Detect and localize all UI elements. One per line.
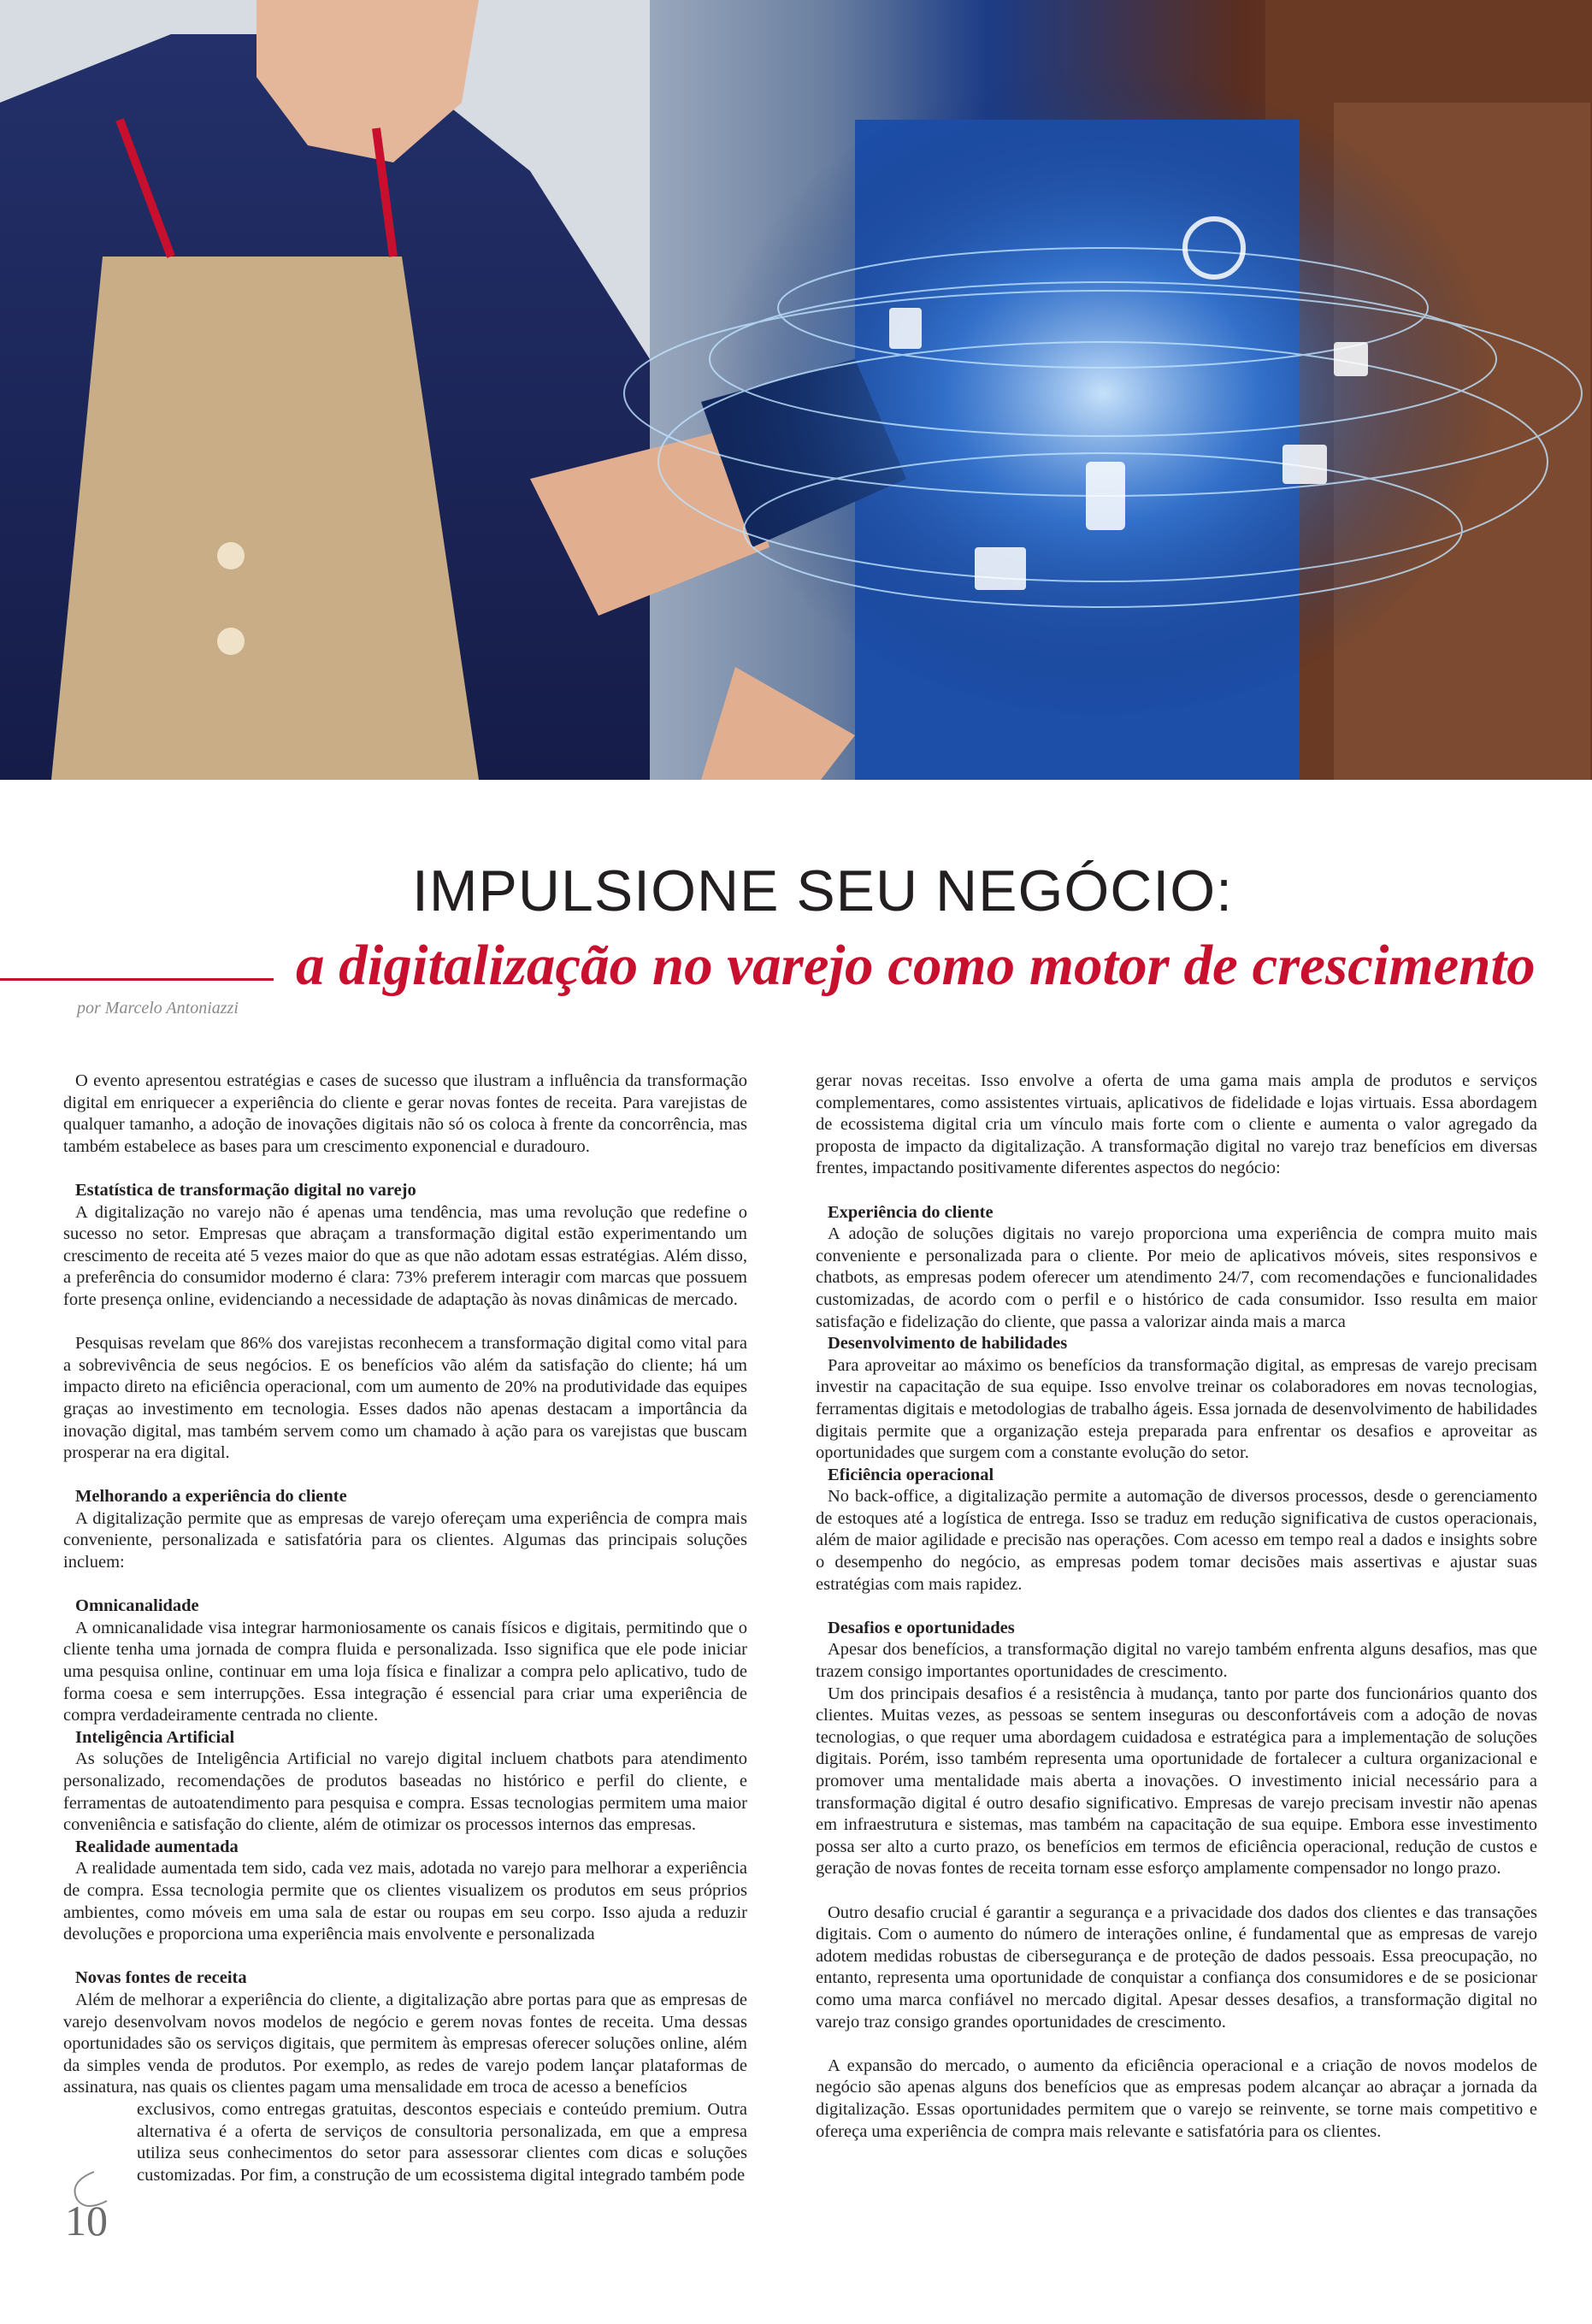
page-number-text: 10 <box>65 2197 108 2244</box>
hero-photo <box>0 0 1592 780</box>
paragraph: A digitalização permite que as empresas de varejo ofereçam uma experiência de compra mais conveniente, personalizada e satisfatória para os clientes. Algumas das principais soluções incluem: <box>63 1508 747 1572</box>
paragraph-continued: exclusivos, como entregas gratuitas, descontos especiais e conteúdo premium. Outra alternativa é a oferta de serviços de consultoria personalizada, em que a empresa utiliza seus conhecimentos do setor para assessorar clientes com dicas e soluções customizadas. Por fim, a construção de um ecossistema digital integrado também pode <box>137 2099 747 2185</box>
section-heading: Melhorando a experiência do cliente <box>75 1487 347 1507</box>
section-heading: Realidade aumentada <box>75 1837 239 1856</box>
paragraph: No back-office, a digitalização permite a automação de diversos processos, desde o gerenciamento de estoques até a logística de entrega. Isso se traduz em redução significativa de custos operacionais, além de maior agilidade e precisão nas operações. Com acesso em tempo real a dados e insights sobre o desempenho do negócio, as empresas podem tomar decisões mais assertivas e ajustar suas estratégias com mais rapidez. <box>816 1487 1537 1594</box>
section-heading: Novas fontes de receita <box>75 1968 247 1988</box>
paragraph: Para aproveitar ao máximo os benefícios da transformação digital, as empresas de varejo precisam investir na capacitação de sua equipe. Isso envolve treinar os colaboradores em novas tecnologias, ferramentas digitais e metodologias de trabalho ágeis. Essa jornada de desenvolvimento de habilidades digitais permite que a organização esteja preparada para enfrentar os desafios e aproveitar as oportunidades que surgem com a constante evolução do setor. <box>816 1355 1537 1463</box>
left-column <box>63 1071 747 2186</box>
paragraph: A digitalização no varejo não é apenas uma tendência, mas uma revolução que redefine o sucesso no setor. Empresas que abraçam a transformação digital estão experimentando um crescimento de receita até 5 vezes maior do que as que não adotam essas estratégias. Além disso, a preferência do consumidor moderno é clara: 73% preferem interagir com marcas que possuem forte presença online, evidenciando a necessidade de adaptação às novas dinâmicas de mercado. <box>63 1202 747 1309</box>
section-heading: Estatística de transformação digital no varejo <box>75 1180 416 1200</box>
paragraph: Pesquisas revelam que 86% dos varejistas reconhecem a transformação digital como vital para a sobrevivência de seus negócios. E os benefícios vão além da satisfação do cliente; há um impacto direto na eficiência operacional, com um aumento de 20% na produtividade das equipes graças ao investimento em tecnologia. Esses dados não apenas destacam a importância da inovação digital, mas também servem como um chamado à ação para os varejistas que buscam prosperar na era digital. <box>63 1334 747 1463</box>
paragraph: A realidade aumentada tem sido, cada vez mais, adotada no varejo para melhorar a experiência de compra. Essa tecnologia permite que os clientes visualizem os produtos em seus próprios ambientes, como móveis em uma sala de estar ou roupas em seu corpo. Isso ajuda a reduzir devoluções e proporciona uma experiência mais envolvente e personalizada <box>63 1859 747 1944</box>
paragraph: A expansão do mercado, o aumento da eficiência operacional e a criação de novos modelos de negócio são apenas alguns dos benefícios que as empresas podem alcançar ao abraçar a jornada da digitalização. Essas oportunidades permitem que o varejo se reinvente, se torne mais competitivo e ofereça uma experiência de compra mais relevante e satisfatória para os clientes. <box>816 2056 1537 2141</box>
section-heading: Eficiência operacional <box>828 1465 994 1484</box>
title-rule <box>0 978 274 981</box>
section-heading: Desafios e oportunidades <box>828 1618 1015 1637</box>
right-column <box>816 1071 1537 2143</box>
section-heading: Desenvolvimento de habilidades <box>828 1334 1068 1354</box>
paragraph: A adoção de soluções digitais no varejo proporciona uma experiência de compra muito mais conveniente e personalizada para o cliente. Por meio de aplicativos móveis, sites responsivos e chatbots, as empresas podem oferecer um atendimento 24/7, com recomendações e funcionalidades customizadas, de acordo com o perfil e o histórico de cada consumidor. Isso resulta em maior satisfação e fidelização do cliente, que passa a valorizar ainda mais a marca <box>816 1224 1537 1331</box>
page-number <box>60 2165 120 2259</box>
hero-illustration <box>0 0 1592 780</box>
paragraph: As soluções de Inteligência Artificial no varejo digital incluem chatbots para atendimento personalizado, recomendações de produtos baseadas no histórico e perfil do cliente, e ferramentas de autoatendimento para pesquisa e compra. Essas tecnologias permitem uma maior conveniência e satisfação do cliente, além de otimizar os processos internos das empresas. <box>63 1749 747 1835</box>
section-heading: Omnicanalidade <box>75 1596 199 1616</box>
headline: IMPULSIONE SEU NEGÓCIO: <box>412 858 1234 923</box>
paragraph: Apesar dos benefícios, a transformação digital no varejo também enfrenta alguns desafios, mas que trazem consigo importantes oportunidades de crescimento. <box>816 1640 1537 1682</box>
paragraph-continued: gerar novas receitas. Isso envolve a oferta de uma gama mais ampla de produtos e serviços complementares, como assistentes virtuais, aplicativos de fidelidade e lojas virtuais. Essa abordagem de ecossistema digital cria um vínculo mais forte com o cliente e aumenta o valor agregado da proposta de impacto da digitalização. A transformação digital no varejo traz benefícios em diversas frentes, impactando positivamente diferentes aspectos do negócio: <box>816 1071 1537 1178</box>
section-heading: Experiência do cliente <box>828 1202 994 1222</box>
section-heading: Inteligência Artificial <box>75 1727 235 1747</box>
byline: por Marcelo Antoniazzi <box>77 999 239 1017</box>
subheadline: a digitalização no varejo como motor de crescimento <box>296 934 1536 997</box>
paragraph: Outro desafio crucial é garantir a segurança e a privacidade dos dados dos clientes e das transações digitais. Com o aumento do número de interações online, é fundamental que as empresas de varejo adotem medidas robustas de cibersegurança e de proteção de dados pessoais. Essa preocupação, no entanto, representa uma oportunidade de conquistar a confiança dos consumidores e de se posicionar como uma marca confiável no mercado digital. Apesar desses desafios, a transformação digital no varejo traz consigo grandes oportunidades de crescimento. <box>816 1902 1537 2032</box>
paragraph: Um dos principais desafios é a resistência à mudança, tanto por parte dos funcionários quanto dos clientes. Muitas vezes, as pessoas se sentem inseguras ou desconfortáveis com a adoção de novas tecnologias, o que requer uma abordagem cuidadosa e estratégica para a implementação de soluções digitais. Porém, isso também representa uma oportunidade de fortalecer a cultura organizacional e promover uma mentalidade mais aberta a inovações. O investimento inicial necessário para a transformação digital é outro desafio significativo. Empresas de varejo precisam investir não apenas em infraestrutura e sistemas, mas também na capacitação de sua equipe. Embora esse investimento possa ser alto a curto prazo, os benefícios em termos de eficiência operacional, redução de custos e geração de novas fontes de receita tornam esse esforço amplamente compensador no longo prazo. <box>816 1684 1537 1879</box>
intro-paragraph: O evento apresentou estratégias e cases de sucesso que ilustram a influência da transformação digital em enriquecer a experiência do cliente e gerar novas fontes de receita. Para varejistas de qualquer tamanho, a adoção de inovações digitais não só os coloca à frente da concorrência, mas também estabelece as bases para um crescimento exponencial e duradouro. <box>63 1071 747 1156</box>
paragraph: A omnicanalidade visa integrar harmoniosamente os canais físicos e digitais, permitindo que o cliente tenha uma jornada de compra fluida e personalizada. Isso significa que ele pode iniciar uma pesquisa online, continuar em uma loja física e finalizar a compra pelo aplicativo, tudo de forma coesa e sem interrupções. Essa integração é essencial para criar uma experiência de compra verdadeiramente centrada no cliente. <box>63 1618 747 1725</box>
paragraph: Além de melhorar a experiência do cliente, a digitalização abre portas para que as empresas de varejo desenvolvam novos modelos de negócio e gerem novas fontes de receita. Uma dessas oportunidades são os serviços digitais, que permitem às empresas oferecer soluções online, além da simples venda de produtos. Por exemplo, as redes de varejo podem lançar plataformas de assinatura, nas quais os clientes pagam uma mensalidade em troca de acesso a benefícios <box>63 1990 747 2097</box>
